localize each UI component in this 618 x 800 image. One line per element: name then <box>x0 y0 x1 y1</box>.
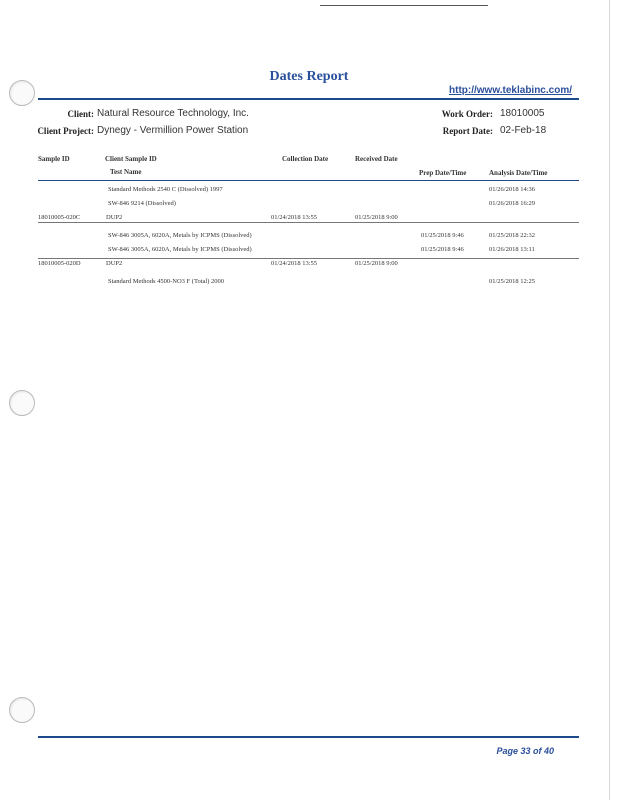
test-name-cell: SW-846 3005A, 6020A, Metals by ICPMS (Dissolved) <box>108 246 252 253</box>
table-header-rule <box>38 180 579 181</box>
client-project-label: Client Project: <box>37 126 94 136</box>
work-order-label: Work Order: <box>441 109 493 119</box>
analysis-date-cell: 01/25/2018 22:32 <box>489 232 536 239</box>
row-divider <box>38 222 579 223</box>
page-number: Page 33 of 40 <box>496 746 554 756</box>
punch-hole-icon <box>9 390 35 416</box>
scan-top-line <box>320 5 488 6</box>
work-order-value: 18010005 <box>500 108 545 119</box>
prep-date-cell: 01/25/2018 9:46 <box>421 232 464 239</box>
row-divider <box>38 258 579 259</box>
analysis-date-cell: 01/26/2018 16:29 <box>489 200 536 207</box>
client-value: Natural Resource Technology, Inc. <box>97 108 249 119</box>
col-received-date: Received Date <box>355 155 398 163</box>
client-label: Client: <box>67 109 94 119</box>
col-analysis-date: Analysis Date/Time <box>489 169 548 177</box>
test-name-cell: SW-846 9214 (Dissolved) <box>108 200 176 207</box>
analysis-date-cell: 01/26/2018 14:36 <box>489 186 536 193</box>
test-name-cell: Standard Methods 2540 C (Dissolved) 1997 <box>108 186 223 193</box>
col-collection-date: Collection Date <box>282 155 329 163</box>
col-client-sample-id: Client Sample ID <box>105 155 157 163</box>
prep-date-cell: 01/25/2018 9:46 <box>421 246 464 253</box>
header-rule <box>38 98 579 100</box>
received-date-cell: 01/25/2018 9:00 <box>355 214 398 221</box>
client-sample-id-cell: DUP2 <box>106 260 123 267</box>
client-project-value: Dynegy - Vermillion Power Station <box>97 125 249 136</box>
collection-date-cell: 01/24/2018 13:55 <box>271 214 318 221</box>
received-date-cell: 01/25/2018 9:00 <box>355 260 398 267</box>
col-sample-id: Sample ID <box>38 155 70 163</box>
punch-hole-icon <box>9 697 35 723</box>
sample-id-cell: 18010005-020C <box>38 214 81 221</box>
report-title: Dates Report <box>269 69 349 84</box>
scan-page-edge <box>609 0 610 800</box>
report-date-value: 02-Feb-18 <box>500 125 547 136</box>
analysis-date-cell: 01/25/2018 12:25 <box>489 278 536 285</box>
test-name-cell: SW-846 3005A, 6020A, Metals by ICPMS (Dissolved) <box>108 232 252 239</box>
collection-date-cell: 01/24/2018 13:55 <box>271 260 318 267</box>
sample-id-cell: 18010005-020D <box>38 260 81 267</box>
client-sample-id-cell: DUP2 <box>106 214 123 221</box>
footer-rule <box>38 736 579 738</box>
report-date-label: Report Date: <box>442 126 493 136</box>
test-name-cell: Standard Methods 4500-NO3 F (Total) 2000 <box>108 278 224 285</box>
col-prep-date: Prep Date/Time <box>419 169 467 177</box>
col-test-name: Test Name <box>110 168 142 176</box>
analysis-date-cell: 01/26/2018 13:11 <box>489 246 535 253</box>
website-link[interactable]: http://www.teklabinc.com/ <box>449 85 572 96</box>
